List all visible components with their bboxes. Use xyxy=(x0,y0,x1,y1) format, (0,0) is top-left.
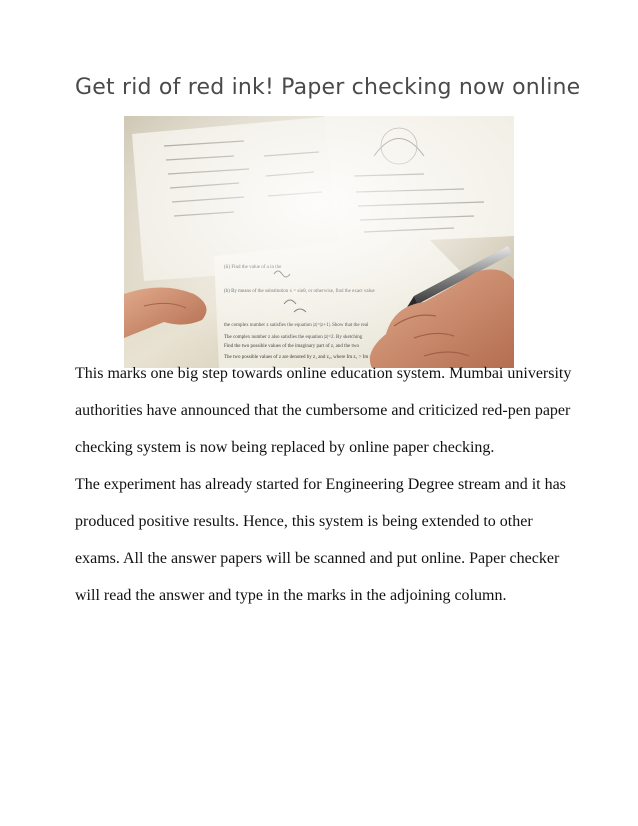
document-title: Get rid of red ink! Paper checking now online xyxy=(75,75,581,100)
article-body xyxy=(75,355,575,614)
exam-paper-photo xyxy=(124,116,514,368)
paragraph-1: This marks one big step towards online education system. Mumbai university authorities have announced that the cumbersome and criticized red-pen paper checking system is now being replaced by online paper checking. xyxy=(75,365,572,456)
paragraph-2: The experiment has already started for Engineering Degree stream and it has produced positive results. Hence, this system is being extended to other exams. All the answer papers will be scanned and put online. Paper checker will read the answer and type in the marks in the adjoining column. xyxy=(75,476,566,604)
